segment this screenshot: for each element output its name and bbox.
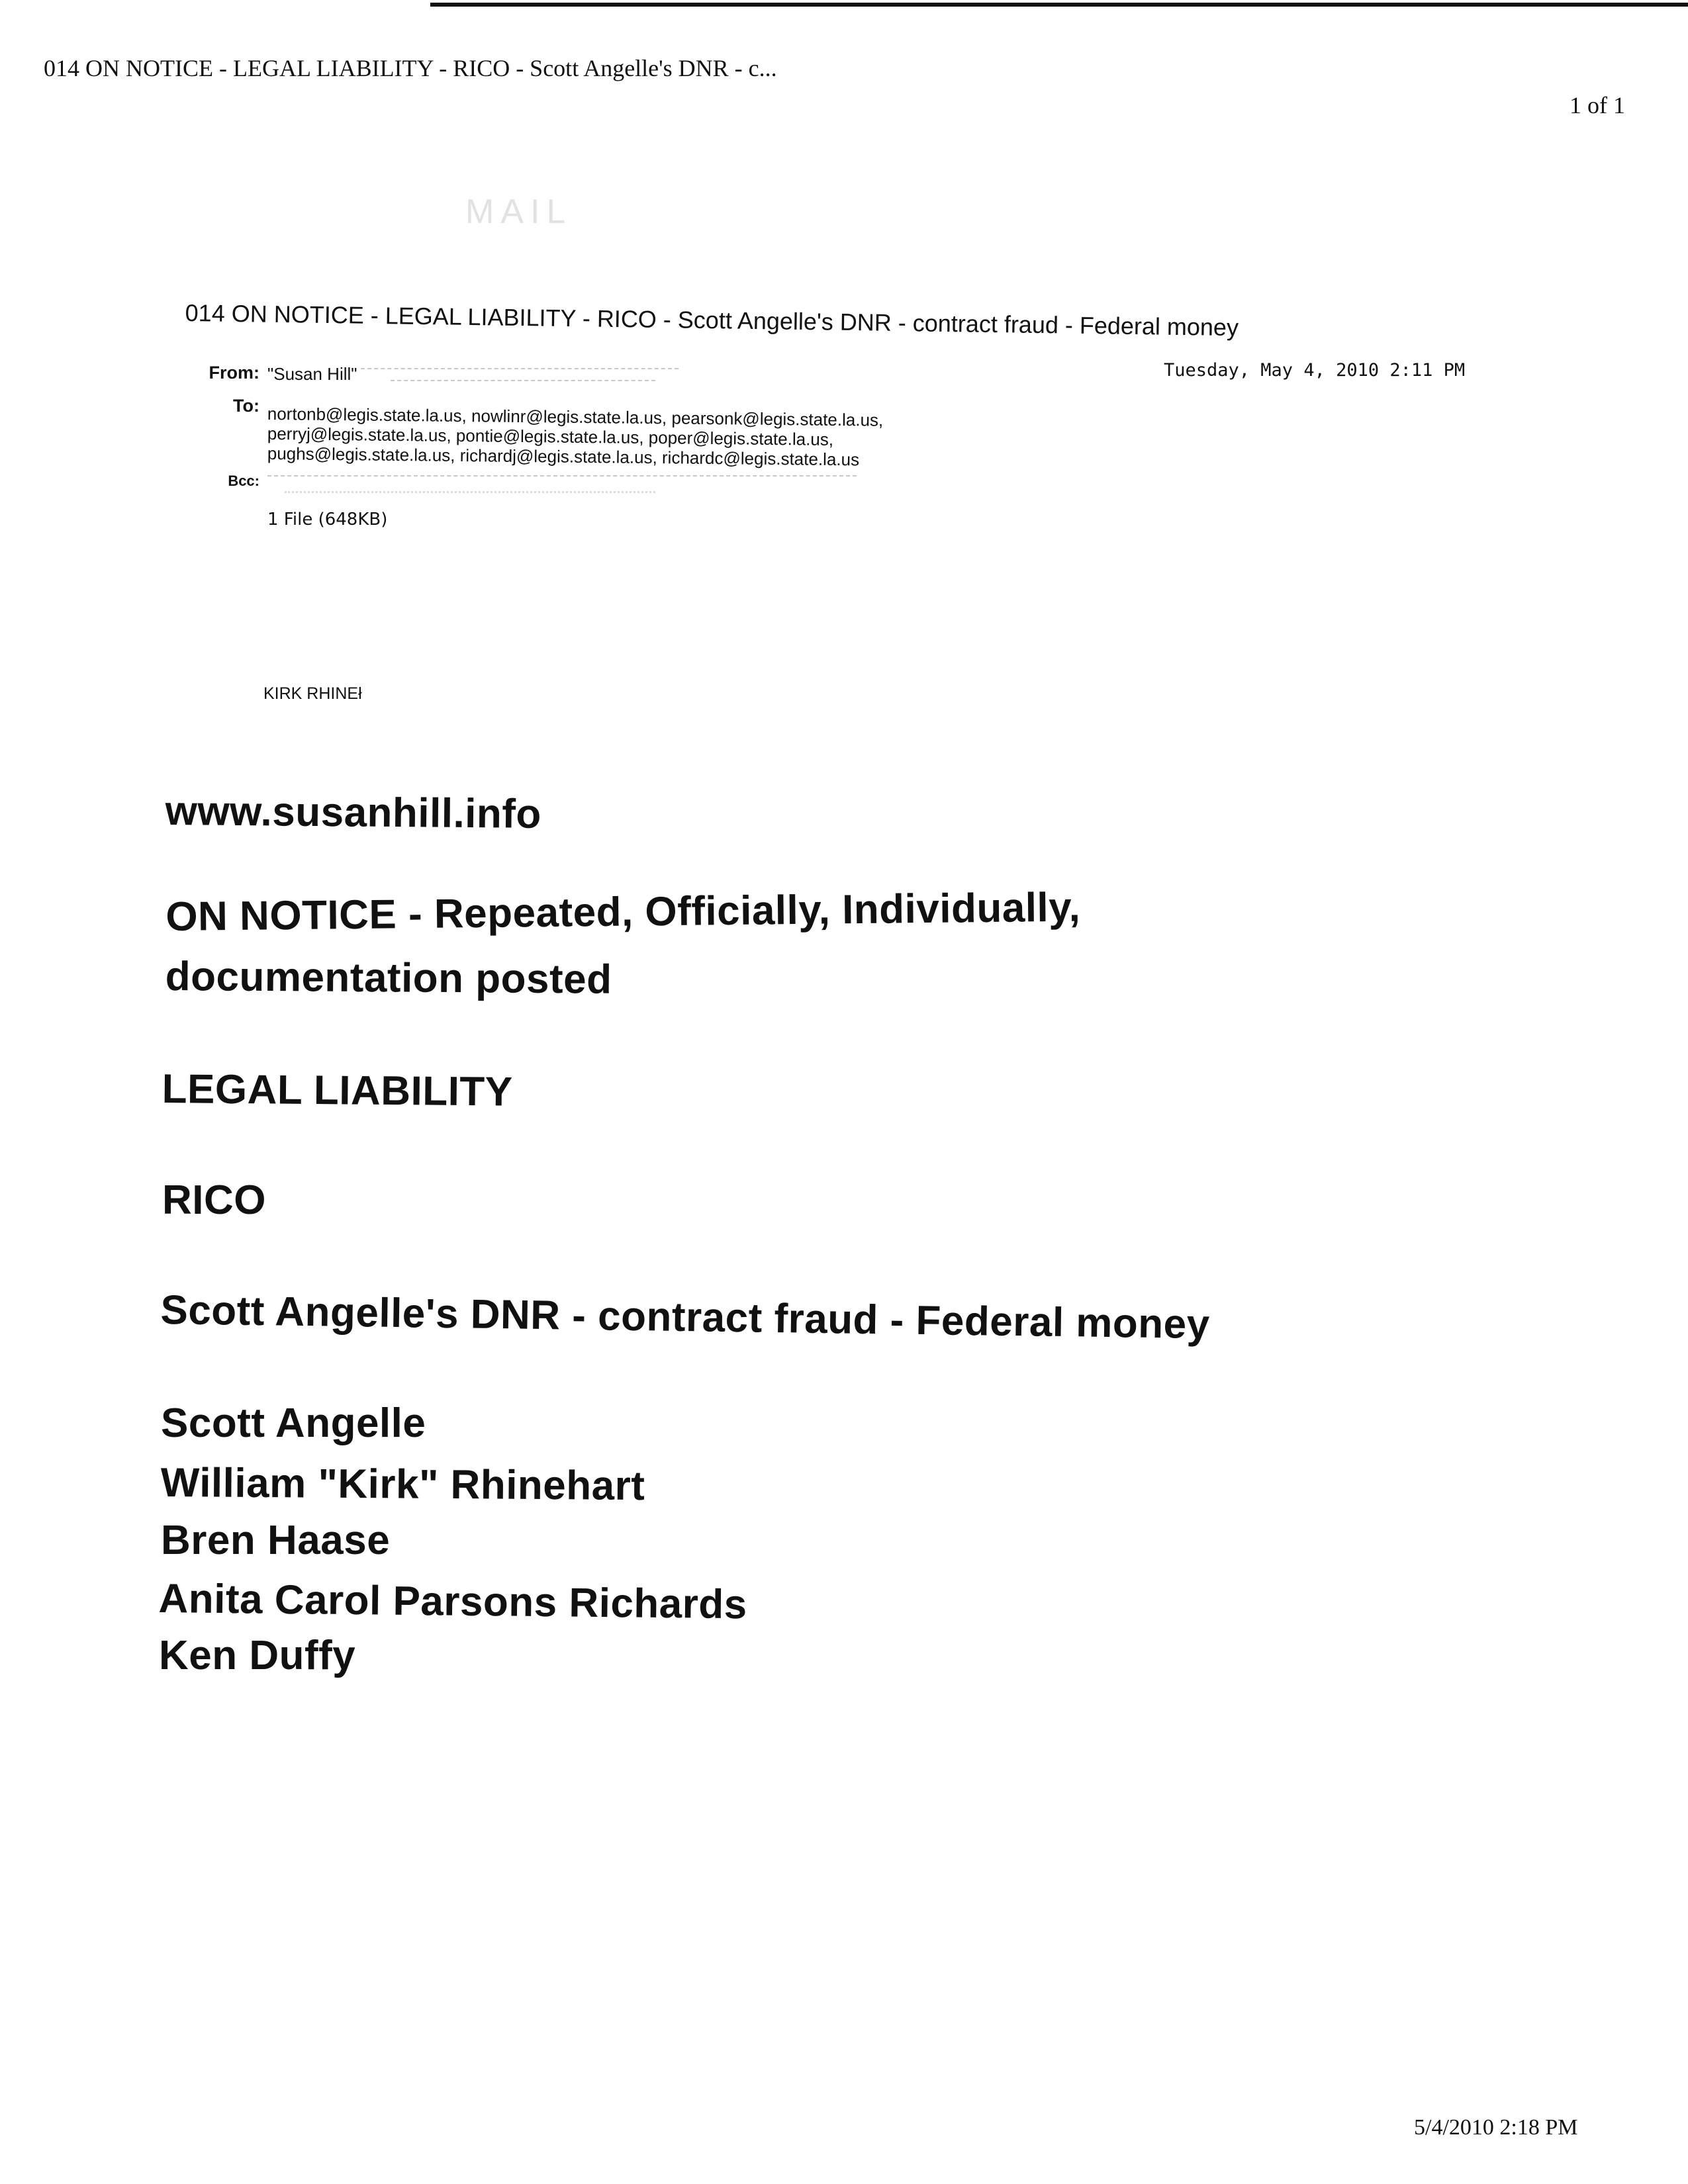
name-item: William "Kirk" Rhinehart — [160, 1460, 645, 1510]
bcc-label: Bcc: — [228, 473, 259, 489]
to-recipients-line: pughs@legis.state.la.us, richardj@legis.state.la.us, richardc@legis.state.la.us — [267, 443, 860, 470]
to-recipients-line: perryj@legis.state.la.us, pontie@legis.state.la.us, poper@legis.state.la.us, — [267, 424, 834, 449]
to-recipients-line: nortonb@legis.state.la.us, nowlinr@legis.state.la.us, pearsonk@legis.state.la.us, — [267, 404, 884, 430]
to-label: To: — [233, 396, 259, 416]
website-line: www.susanhill.info — [165, 788, 542, 837]
sender-address-redaction-2 — [391, 380, 655, 381]
notice-line: ON NOTICE - Repeated, Officially, Individually, — [165, 884, 1081, 940]
notice-line-continued: documentation posted — [165, 954, 612, 1003]
from-sender: "Susan Hill" — [267, 364, 357, 384]
legal-liability-line: LEGAL LIABILITY — [162, 1066, 513, 1115]
page-count: 1 of 1 — [1570, 92, 1625, 118]
print-timestamp: 5/4/2010 2:18 PM — [1414, 2115, 1578, 2140]
name-item: Ken Duffy — [159, 1633, 356, 1678]
rico-line: RICO — [162, 1177, 266, 1223]
bcc-redaction — [267, 475, 857, 477]
email-subject: 014 ON NOTICE - LEGAL LIABILITY - RICO - Scott Angelle's DNR - contract fraud - Federal money — [185, 299, 1239, 341]
mail-watermark: MAIL — [465, 193, 573, 231]
name-item: Anita Carol Parsons Richards — [158, 1576, 748, 1628]
body-snippet: KIRK RHINEł — [263, 684, 362, 703]
dnr-line: Scott Angelle's DNR - contract fraud - Federal money — [160, 1287, 1211, 1348]
attachment-info: 1 File (648KB) — [267, 510, 388, 529]
top-rule — [430, 3, 1688, 7]
name-item: Bren Haase — [161, 1518, 391, 1563]
sender-address-redaction — [361, 368, 679, 369]
bcc-redaction-dots — [285, 491, 655, 493]
sent-date: Tuesday, May 4, 2010 2:11 PM — [1164, 360, 1466, 381]
name-item: Scott Angelle — [161, 1400, 426, 1446]
print-header-title: 014 ON NOTICE - LEGAL LIABILITY - RICO - Scott Angelle's DNR - c... — [44, 55, 777, 81]
from-label: From: — [209, 363, 259, 383]
